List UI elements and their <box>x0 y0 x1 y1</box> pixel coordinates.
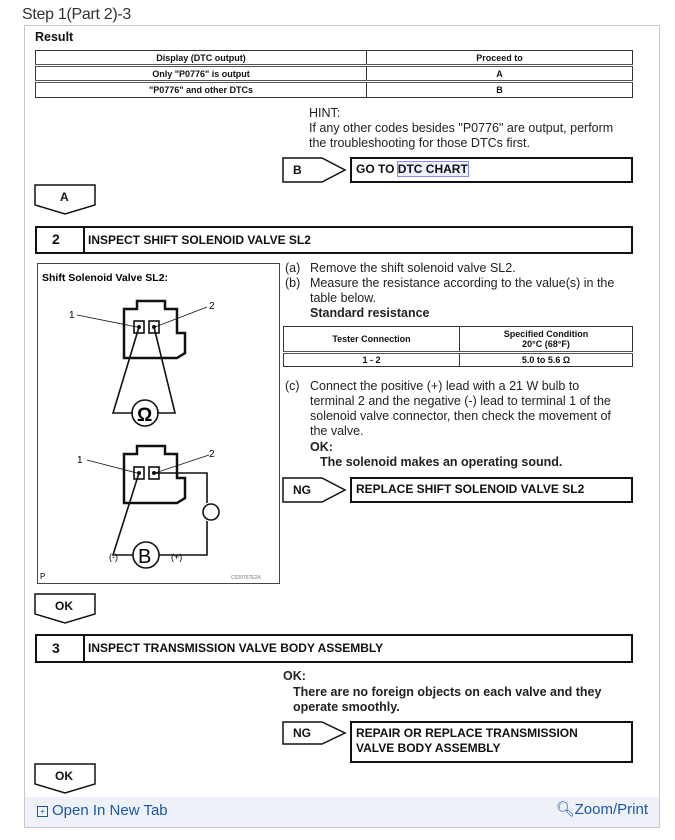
step-c-text-1: Connect the positive (+) lead with a 21 W bulb to <box>310 379 580 393</box>
cell: Only "P0776" is output <box>36 66 367 82</box>
ok-tag: OK <box>55 769 73 783</box>
divider <box>83 635 85 662</box>
header-display: Display (DTC output) <box>36 51 367 66</box>
step-c-text-3: solenoid valve connector, then check the movement of <box>310 409 611 423</box>
divider <box>83 227 85 253</box>
step-b-text-2: table below. <box>310 291 377 305</box>
step-c-text-4: the valve. <box>310 424 364 438</box>
step-c-label: (c) <box>285 379 300 393</box>
battery-icon: B <box>138 546 152 568</box>
result-label: Result <box>35 30 74 44</box>
dtc-chart-link[interactable]: DTC CHART <box>397 162 468 176</box>
cell: 5.0 to 5.6 Ω <box>460 353 633 367</box>
step3-title: INSPECT TRANSMISSION VALVE BODY ASSEMBLY <box>88 641 384 655</box>
step-c-text-2: terminal 2 and the negative (-) lead to terminal 1 of the <box>310 394 611 408</box>
ng-action: REPLACE SHIFT SOLENOID VALVE SL2 <box>356 482 585 496</box>
branch-a-tag: A <box>60 190 69 204</box>
cell: B <box>367 82 633 98</box>
zoom-print-link[interactable] <box>556 800 648 818</box>
ok-label: OK: <box>310 440 333 454</box>
ng-action-1: REPAIR OR REPLACE TRANSMISSION <box>356 726 578 740</box>
ng-tag: NG <box>293 726 311 740</box>
solenoid-diagram <box>37 263 280 585</box>
ng-action-2: VALVE BODY ASSEMBLY <box>356 741 501 755</box>
step-a-text: Remove the shift solenoid valve SL2. <box>310 261 516 275</box>
header-tester-connection: Tester Connection <box>284 327 460 353</box>
ok-tag: OK <box>55 599 73 613</box>
ng-arrow <box>282 477 348 503</box>
ok-label: OK: <box>283 669 306 683</box>
header-specified-condition <box>460 327 633 353</box>
ok-criteria-1: There are no foreign objects on each valve and they <box>293 685 602 699</box>
table-row <box>36 82 633 98</box>
magnifier-icon: 🔍︎ <box>555 801 575 818</box>
figure-code: C020767E2A <box>231 575 261 581</box>
terminal-1-label: 1 <box>77 455 83 466</box>
hint-label: HINT: <box>309 106 341 120</box>
cell: "P0776" and other DTCs <box>36 82 367 98</box>
step2-title: INSPECT SHIFT SOLENOID VALVE SL2 <box>88 233 311 247</box>
standard-resistance-label: Standard resistance <box>310 306 430 320</box>
terminal-1-label: 1 <box>69 310 75 321</box>
header-line: Specified Condition <box>503 329 589 339</box>
figure-corner: P <box>40 572 46 581</box>
open-new-tab-icon: + <box>37 806 48 817</box>
step-a-label: (a) <box>285 261 301 275</box>
terminal-2-label: 2 <box>209 301 215 312</box>
hint-text-1: If any other codes besides "P0776" are output, perform <box>309 121 614 135</box>
open-new-tab-label: Open In New Tab <box>52 802 168 819</box>
hint-text-2: the troubleshooting for those DTCs first. <box>309 136 530 150</box>
resistance-table <box>283 326 633 367</box>
step2-number: 2 <box>52 231 60 247</box>
positive-label: (+) <box>171 552 183 562</box>
ng-tag: NG <box>293 483 311 497</box>
ok-criteria-2: operate smoothly. <box>293 700 400 714</box>
branch-b-arrow <box>282 157 348 183</box>
header-proceed: Proceed to <box>367 51 633 66</box>
step3-number: 3 <box>52 640 60 656</box>
figure-title: Shift Solenoid Valve SL2: <box>42 272 169 284</box>
terminal-2-label: 2 <box>209 449 215 460</box>
goto-prefix: GO TO <box>356 162 398 176</box>
ok-criteria: The solenoid makes an operating sound. <box>320 455 563 469</box>
zoom-print-label: Zoom/Print <box>574 801 648 818</box>
step-title: Step 1(Part 2)-3 <box>22 6 132 23</box>
header-line: 20°C (68°F) <box>522 339 570 349</box>
step-b-label: (b) <box>285 276 301 290</box>
open-new-tab-link[interactable] <box>37 802 168 819</box>
table-row <box>284 353 633 367</box>
ng-arrow <box>282 721 348 745</box>
negative-label: (-) <box>109 552 118 562</box>
ohm-meter-icon: Ω <box>137 405 153 426</box>
cell: 1 - 2 <box>284 353 460 367</box>
cell: A <box>367 66 633 82</box>
branch-b-tag: B <box>293 163 302 177</box>
step-b-text-1: Measure the resistance according to the value(s) in the <box>310 276 615 290</box>
table-row <box>36 66 633 82</box>
result-table <box>35 50 633 98</box>
